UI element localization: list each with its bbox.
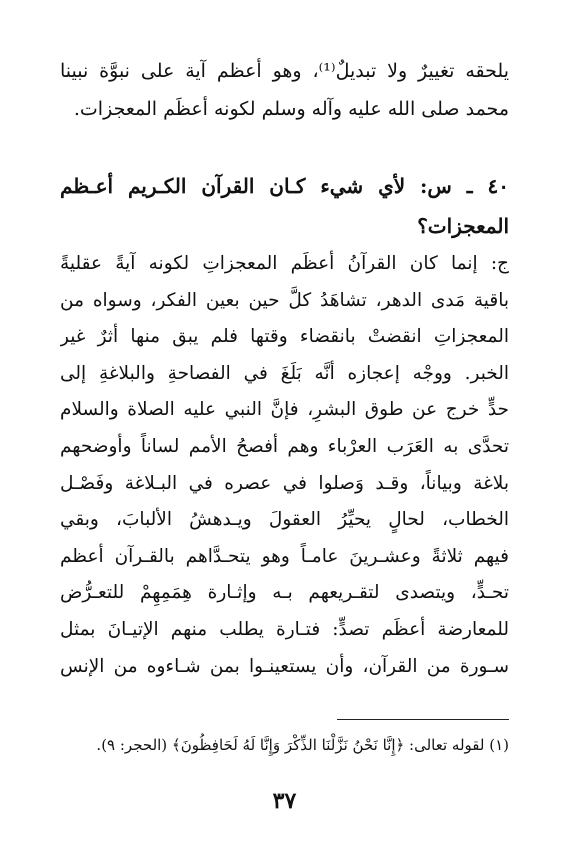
answer-line: للمعارضة أعظَم تصدٍّ: فتـارة يطلب منهم الإتيـانَ بمثل: [60, 618, 509, 640]
page-number: ٣٧: [272, 788, 297, 814]
answer-line: الخطاب، لحالٍ يحيِّرُ العقولَ ويـدهشُ الألبابَ، وبقي: [60, 509, 509, 531]
question-line-2: المعجزات؟: [417, 214, 509, 238]
intro-line-1: يلحقه تغييرٌ ولا تبديلٌ⁽¹⁾، وهو أعظم آية على نبوَّة نبينا: [60, 60, 509, 82]
answer-line: تحـدٍّ، ويتصدى لتقـريعهم بـه وإثـارة هِمَمِهِمْ للتعـرُّض: [60, 582, 509, 604]
answer-line: حدٍّ خرج عن طوق البشرِ، فإنَّ النبي عليه الصلاة والسلام: [60, 399, 509, 421]
answer-line: بلاغة وبياناً، وقـد وَصلوا في عصره في البـلاغة وفَصْـل: [60, 472, 509, 494]
question-line-1: ٤٠ ـ س: لأي شيء كـان القرآن الكـريم أعـظم: [60, 174, 509, 198]
footnote: (١) لقوله تعالى: ﴿إِنَّا نَحْنُ نَزَّلْنَا الذِّكْرَ وَإِنَّا لَهُ لَحَافِظُونَ﴾ (الحجر: ٩).: [96, 736, 509, 754]
answer-line: ج: إنما كان القرآنُ أعظَم المعجزاتِ لكونه آيةً عقليةً: [60, 253, 509, 274]
footnote-divider: [337, 719, 509, 720]
question-heading: [60, 166, 509, 246]
answer-line: المعجزاتِ انقضتْ بانقضاء وقتها فلم يبق منها أثرٌ غير: [60, 326, 509, 348]
answer-line: تحدَّى به العَرَب العرْباء وهم أفصحُ الأمم لساناً وأوضحهم: [60, 435, 509, 457]
answer-paragraph: [60, 246, 509, 685]
intro-paragraph: [60, 52, 509, 128]
answer-line: باقية مَدى الدهر، تشاهَدُ كلَّ حين بعين الفكر، وسواه من: [60, 289, 509, 311]
answer-line: سـورة من القرآن، وأن يستعينـوا بمن شـاءوه من الإنس: [60, 655, 509, 677]
answer-line: فيهم ثلاثةً وعشـرينَ عامـاً وهو يتحـدَّاهم بالقـرآن أعظم: [60, 545, 509, 567]
intro-line-2: محمد صلى الله عليه وآله وسلم لكونه أعظَم المعجزات.: [73, 98, 509, 120]
answer-line: الخبر. ووجْه إعجازه أنَّه بَلَغَ في الفصاحةِ والبلاغةِ إلى: [60, 362, 509, 384]
